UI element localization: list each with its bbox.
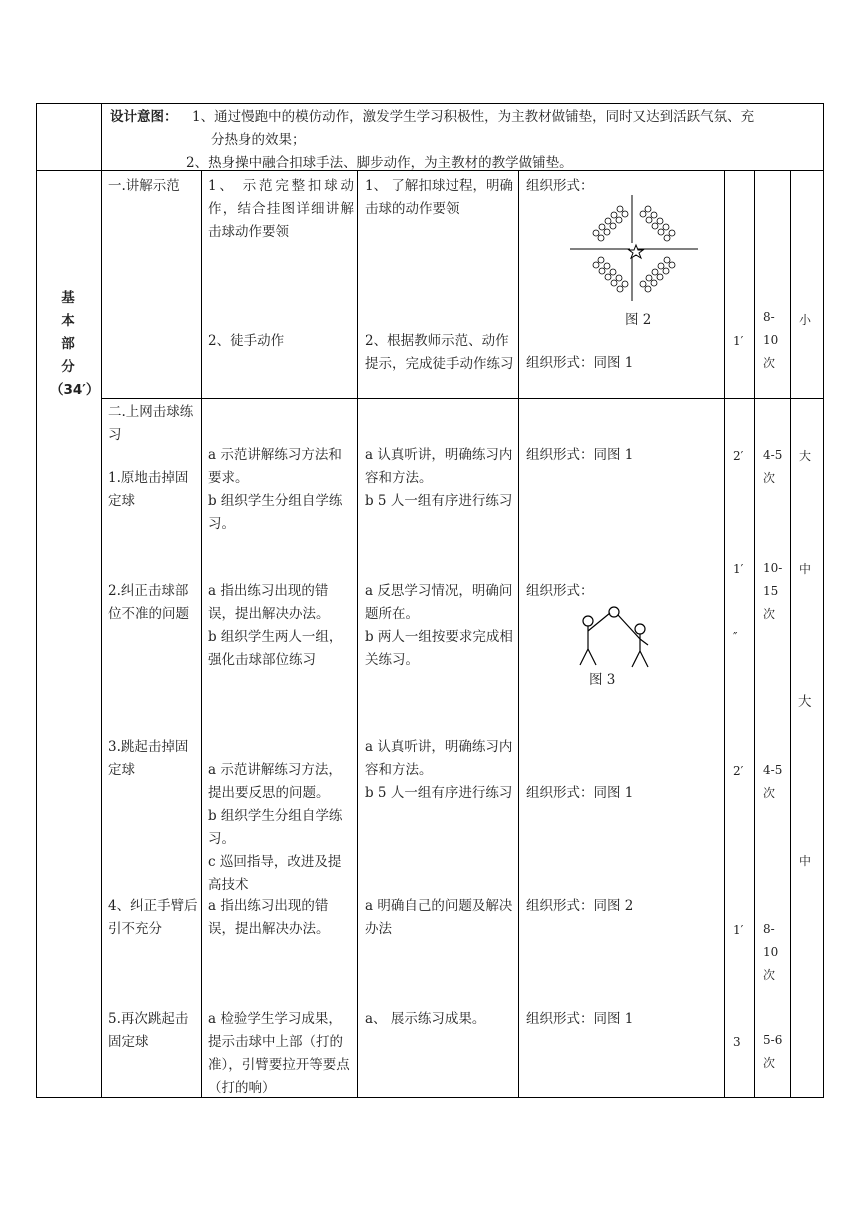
design-intent-line1b: 分热身的效果； [211,132,306,148]
two-players-diagram-fig3 [574,605,654,669]
formation-diagram-fig2 [566,191,702,303]
row1-student2: 2、根据教师示范、动作提示，完成徒手动作练习 [365,333,514,372]
row3-org: 组织形式： [526,583,594,599]
row3-org-fig: 图 3 [589,672,616,688]
row3-intensity2: 大 [798,694,812,710]
row4-reps: 4-5 次 [763,763,783,800]
row1-student: 1、 了解扣球过程，明确击球的动作要领 [365,178,513,217]
row4-teacher: a 示范讲解练习方法，提出要反思的问题。 b 组织学生分组自学练习。 c 巡回指导，改进及提高技术 [208,762,343,893]
row6-student: a、 展示练习成果。 [365,1011,486,1027]
row1-org2: 组织形式：同图 1 [526,355,634,371]
row3-student: a 反思学习情况，明确问题所在。 b 两人一组按要求完成相关练习。 [365,583,513,668]
row2-content-title: 二.上网击球练习 [108,404,194,443]
row3-content: 2.纠正击球部位不准的问题 [108,583,189,622]
row1-teacher: 1、 示范完整扣球动作，结合挂图详细讲解击球动作要领 [208,178,354,240]
row4-org: 组织形式：同图 1 [526,785,634,801]
row1-teacher2: 2、徒手动作 [208,333,285,349]
row2-teacher: a 示范讲解练习方法和要求。 b 组织学生分组自学练习。 [208,447,343,532]
row4-student: a 认真听讲，明确练习内容和方法。 b 5 人一组有序进行练习 [365,739,513,801]
row1-content: 一.讲解示范 [108,178,180,194]
design-intent-line1: 1、通过慢跑中的模仿动作，激发学生学习积极性，为主教材做铺垫，同时又达到活跃气氛、充 [192,109,755,125]
row1-org-fig: 图 2 [625,312,652,328]
row1-time: 1′ [733,334,744,348]
row4-content: 3.跳起击掉固定球 [108,739,189,778]
row5-reps: 8- 10 次 [763,922,779,982]
row2-content: 1.原地击掉固定球 [108,470,189,509]
row2-time: 2′ [733,449,744,463]
row5-time: 1′ [733,923,744,937]
row3-reps: 10- 15 次 [763,561,783,621]
row2-student: a 认真听讲，明确练习内容和方法。 b 5 人一组有序进行练习 [365,447,513,509]
row5-teacher: a 指出练习出现的错误，提出解决办法。 [208,898,330,937]
row2-intensity: 大 [799,449,812,463]
row4-time: 2′ [733,764,744,778]
design-intent-label: 设计意图： [110,109,178,125]
row2-reps: 4-5 次 [763,448,783,485]
row6-reps: 5-6 次 [763,1033,783,1070]
row6-org: 组织形式：同图 1 [526,1011,634,1027]
section-label: 基 本 部 分 （34′） [50,290,100,398]
row1-reps: 8- 10 次 [763,310,779,370]
row6-teacher: a 检验学生学习成果，提示击球中上部（打的准），引臂要拉开等要点（打的响） [208,1011,350,1096]
row2-org: 组织形式：同图 1 [526,447,634,463]
row3-time: 1′ [733,562,744,576]
row5-org: 组织形式：同图 2 [526,898,634,914]
row3-intensity: 中 [799,562,812,576]
row5-student: a 明确自己的问题及解决办法 [365,898,513,937]
row3-time-mark: ″ [733,630,738,644]
row5-content: 4、纠正手臂后引不充分 [108,898,198,937]
row4-intensity: 中 [799,854,812,868]
design-intent-line2: 2、热身操中融合扣球手法、脚步动作，为主教材的教学做铺垫。 [186,155,573,171]
row1-intensity: 小 [799,313,812,327]
row3-teacher: a 指出练习出现的错误，提出解决办法。 b 组织学生两人一组，强化击球部位练习 [208,583,343,668]
row6-content: 5.再次跳起击固定球 [108,1011,189,1050]
lesson-plan-table [36,103,824,1098]
row1-org: 组织形式： [526,178,594,194]
row6-time: 3 [733,1035,741,1049]
